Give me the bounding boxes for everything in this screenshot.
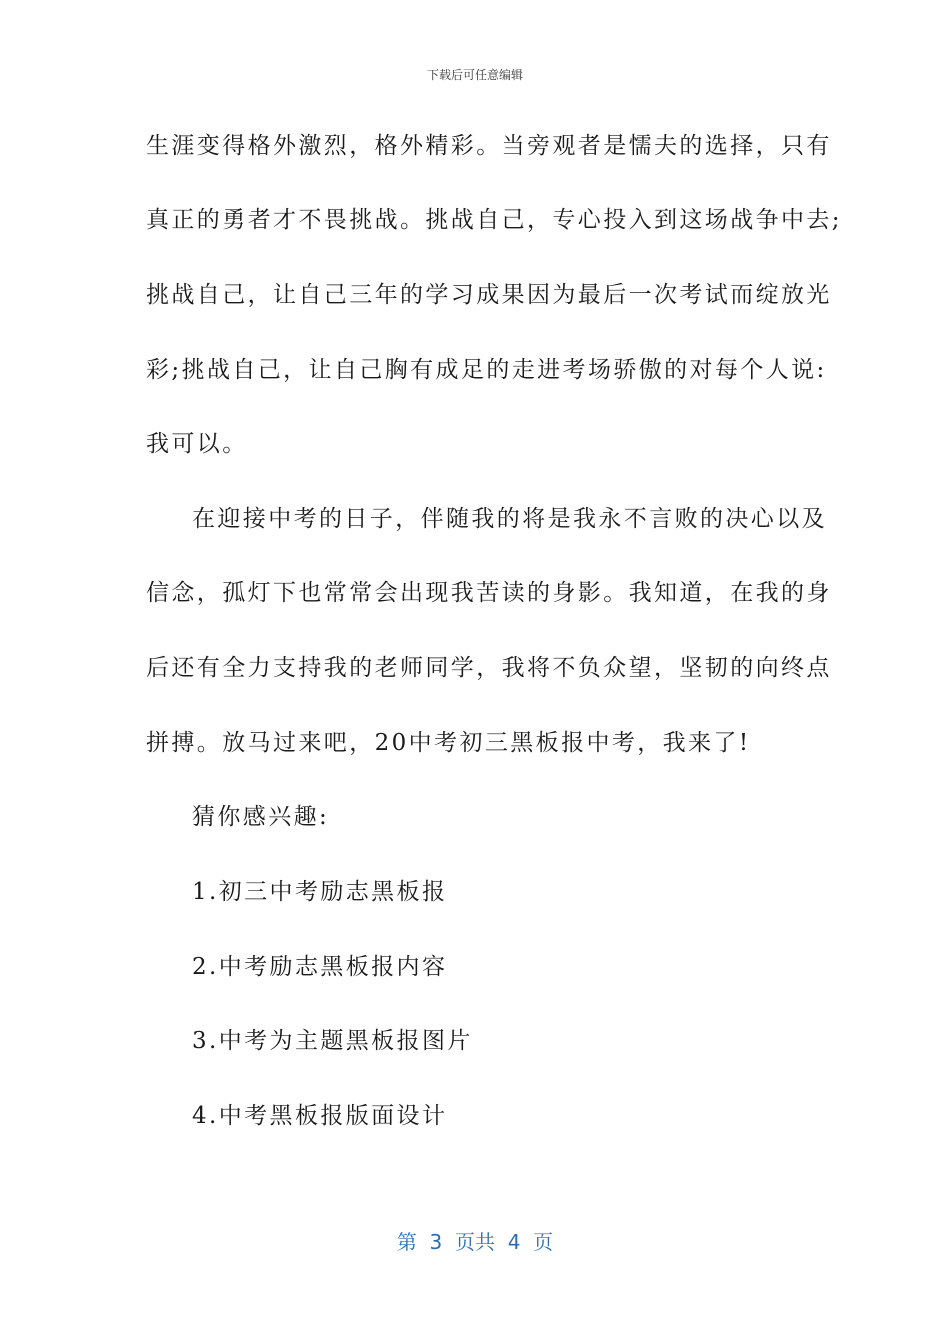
paragraph-line: 挑战自己，让自己三年的学习成果因为最后一次考试而绽放光	[146, 282, 832, 308]
related-item[interactable]: 2.中考励志黑板报内容	[192, 954, 448, 980]
paragraph-line: 后还有全力支持我的老师同学，我将不负众望，坚韧的向终点	[146, 655, 832, 681]
paragraph-line: 真正的勇者才不畏挑战。挑战自己，专心投入到这场战争中去;	[146, 207, 842, 233]
paragraph-line: 在迎接中考的日子，伴随我的将是我永不言败的决心以及	[192, 506, 827, 532]
paragraph-line: 信念，孤灯下也常常会出现我苦读的身影。我知道，在我的身	[146, 580, 832, 606]
paragraph-line: 拼搏。放马过来吧，20中考初三黑板报中考，我来了!	[146, 730, 751, 756]
related-item[interactable]: 3.中考为主题黑板报图片	[192, 1028, 473, 1054]
paragraph-line: 彩;挑战自己，让自己胸有成足的走进考场骄傲的对每个人说:	[146, 357, 827, 383]
related-item[interactable]: 4.中考黑板报版面设计	[192, 1103, 448, 1129]
related-item[interactable]: 1.初三中考励志黑板报	[192, 879, 448, 905]
page-footer: 第 3 页共 4 页	[396, 1230, 554, 1254]
related-heading: 猜你感兴趣:	[192, 804, 330, 830]
paragraph-line: 我可以。	[146, 431, 248, 457]
header-note: 下载后可任意编辑	[426, 68, 523, 82]
paragraph-line: 生涯变得格外激烈，格外精彩。当旁观者是懦夫的选择，只有	[146, 133, 832, 159]
